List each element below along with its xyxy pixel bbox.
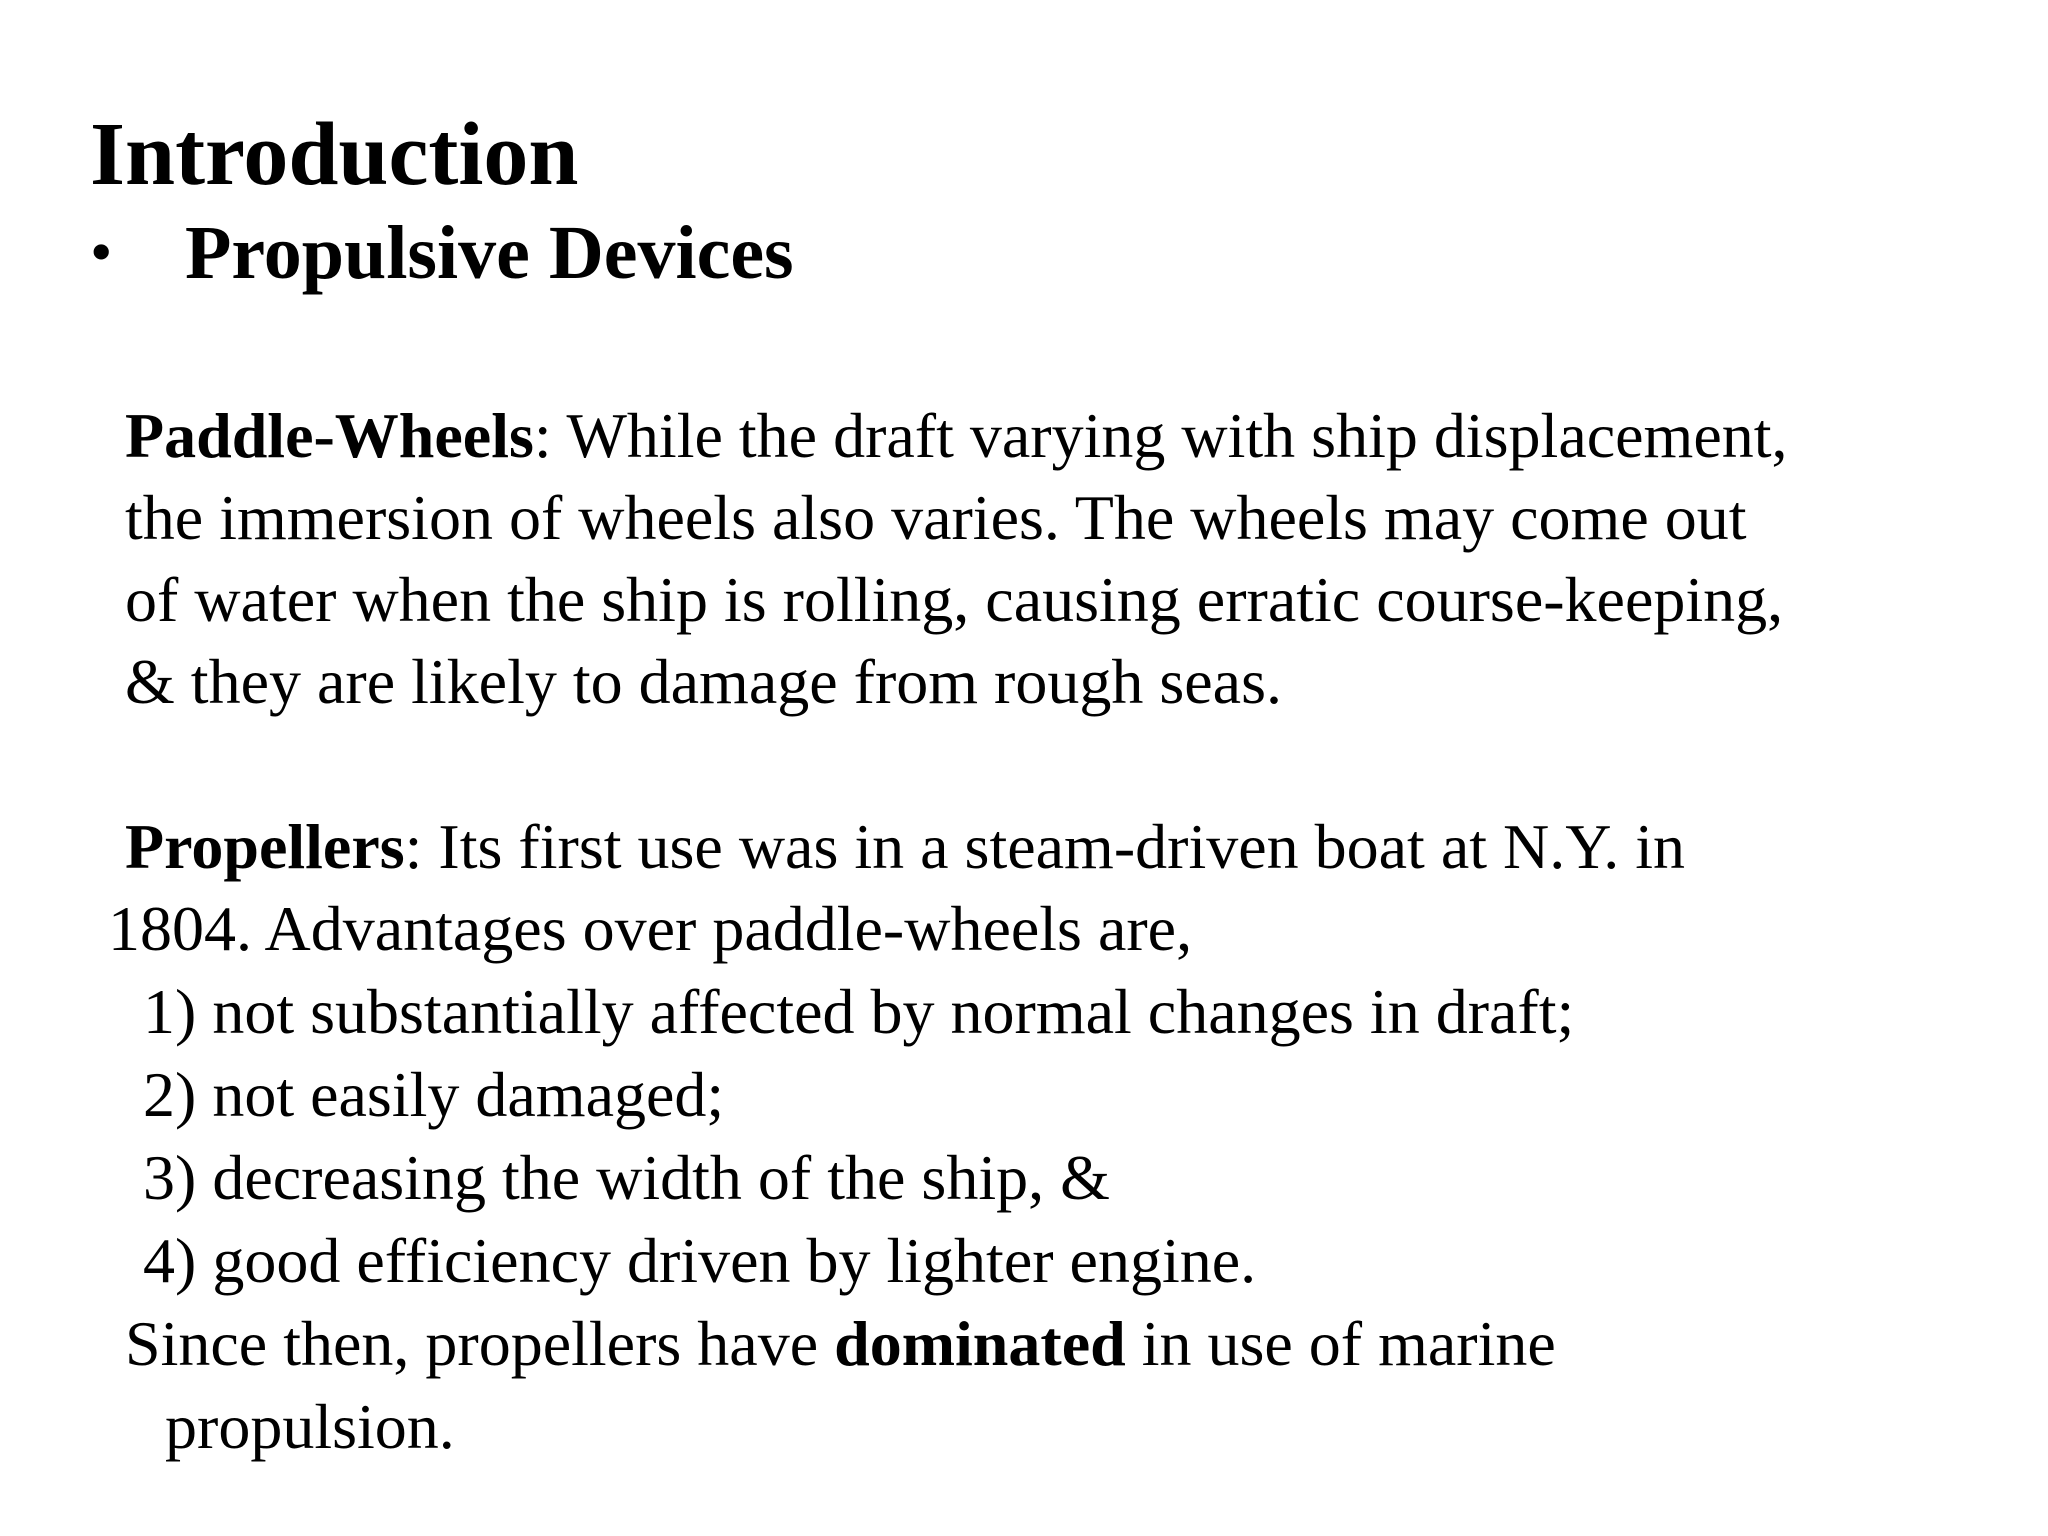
propellers-term: Propellers	[125, 811, 405, 882]
closing-line-2: propulsion.	[165, 1391, 455, 1462]
paddle-line-1	[125, 400, 1788, 471]
paddle-line-2: the immersion of wheels also varies. The wheels may come out	[125, 482, 1747, 553]
paddle-line-4: & they are likely to damage from rough seas.	[125, 646, 1282, 717]
closing-post: in use of marine	[1125, 1308, 1556, 1379]
bullet-heading: Propulsive Devices	[185, 211, 794, 295]
bullet-marker: •	[90, 216, 113, 287]
closing-pre: Since then, propellers have	[125, 1308, 835, 1379]
advantage-item: 4) good efficiency driven by lighter engine.	[143, 1225, 1257, 1296]
paddle-term: Paddle-Wheels	[125, 400, 534, 471]
advantage-item: 3) decreasing the width of the ship, &	[143, 1142, 1110, 1213]
slide-title: Introduction	[90, 105, 579, 204]
propellers-text-1: : Its first use was in a steam-driven boat at N.Y. in	[404, 811, 1685, 882]
paddle-text-1: : While the draft varying with ship displacement,	[533, 400, 1788, 471]
propellers-line-2: 1804. Advantages over paddle-wheels are,	[108, 893, 1193, 964]
advantage-item: 1) not substantially affected by normal changes in draft;	[143, 976, 1575, 1047]
paddle-line-3: of water when the ship is rolling, causing erratic course-keeping,	[125, 564, 1784, 635]
advantage-item: 2) not easily damaged;	[143, 1059, 725, 1130]
propellers-line-1	[125, 811, 1685, 882]
closing-bold: dominated	[834, 1308, 1126, 1379]
closing-line-1	[125, 1308, 1556, 1379]
